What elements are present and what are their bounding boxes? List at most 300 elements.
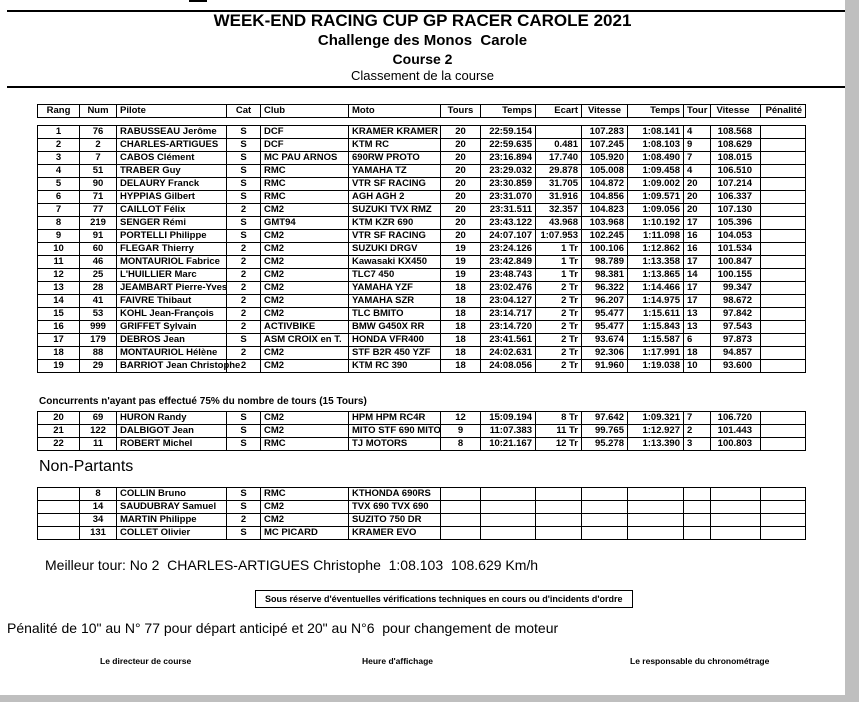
cell-ecart: 2 Tr xyxy=(536,282,582,295)
cell-cat: S xyxy=(227,152,261,165)
cell-club: CM2 xyxy=(261,204,349,217)
cell-pilote: DALBIGOT Jean xyxy=(117,425,227,438)
cell-cat: S xyxy=(227,527,261,540)
cell-club: DCF xyxy=(261,139,349,152)
cell-penalite xyxy=(761,488,806,501)
cell-pilote: DEBROS Jean xyxy=(117,334,227,347)
cell-temps: 23:41.561 xyxy=(481,334,536,347)
cell-vitesse-tour: 97.543 xyxy=(711,321,761,334)
cell-vitesse: 98.789 xyxy=(582,256,628,269)
cell-tours: 19 xyxy=(441,256,481,269)
cell-pilote: COLLIN Bruno xyxy=(117,488,227,501)
cell-temps xyxy=(481,501,536,514)
cell-club: RMC xyxy=(261,438,349,451)
cell-pilote: BARRIOT Jean Christophe xyxy=(117,360,227,373)
cell-tours: 20 xyxy=(441,230,481,243)
cell-club: CM2 xyxy=(261,269,349,282)
cell-club: CM2 xyxy=(261,425,349,438)
cell-temps-tour: 1:15.587 xyxy=(628,334,684,347)
cell-tour: 20 xyxy=(684,191,711,204)
cell-temps-tour: 1:13.865 xyxy=(628,269,684,282)
cell-club: RMC xyxy=(261,178,349,191)
cell-pilote: PORTELLI Philippe xyxy=(117,230,227,243)
cell-penalite xyxy=(761,295,806,308)
cell-moto: TJ MOTORS xyxy=(349,438,441,451)
table-row xyxy=(38,204,806,217)
cell-cat: 2 xyxy=(227,514,261,527)
cell-rang xyxy=(38,527,80,540)
cell-pilote: SAUDUBRAY Samuel xyxy=(117,501,227,514)
cell-vitesse-tour: 108.015 xyxy=(711,152,761,165)
cell-temps-tour: 1:12.927 xyxy=(628,425,684,438)
non-partants-table xyxy=(37,487,806,540)
cell-cat: S xyxy=(227,334,261,347)
cell-club: CM2 xyxy=(261,256,349,269)
table-row xyxy=(38,282,806,295)
cell-ecart: 0.481 xyxy=(536,139,582,152)
cell-tours: 20 xyxy=(441,217,481,230)
cell-pilote: HYPPIAS Gilbert xyxy=(117,191,227,204)
cell-ecart: 29.878 xyxy=(536,165,582,178)
cell-pilote: MONTAURIOL Fabrice xyxy=(117,256,227,269)
cell-num: 122 xyxy=(80,425,117,438)
cell-tours: 20 xyxy=(441,178,481,191)
cell-pilote: ROBERT Michel xyxy=(117,438,227,451)
cell-tours: 18 xyxy=(441,334,481,347)
cell-vitesse-tour: 93.600 xyxy=(711,360,761,373)
cell-temps-tour: 1:14.975 xyxy=(628,295,684,308)
cell-temps-tour: 1:08.490 xyxy=(628,152,684,165)
cell-temps-tour: 1:09.002 xyxy=(628,178,684,191)
cell-rang: 1 xyxy=(38,126,80,139)
cell-ecart: 2 Tr xyxy=(536,295,582,308)
cell-num: 51 xyxy=(80,165,117,178)
cell-tour: 17 xyxy=(684,295,711,308)
cell-num: 34 xyxy=(80,514,117,527)
cell-club: CM2 xyxy=(261,347,349,360)
cell-ecart: 32.357 xyxy=(536,204,582,217)
cell-club: ASM CROIX en T. xyxy=(261,334,349,347)
cell-club: MC PAU ARNOS xyxy=(261,152,349,165)
cell-temps-tour: 1:11.098 xyxy=(628,230,684,243)
cell-vitesse: 103.968 xyxy=(582,217,628,230)
cell-vitesse: 104.872 xyxy=(582,178,628,191)
table-row xyxy=(38,308,806,321)
cell-club: CM2 xyxy=(261,514,349,527)
cell-temps xyxy=(481,514,536,527)
cell-vitesse-tour: 108.629 xyxy=(711,139,761,152)
cell-cat: 2 xyxy=(227,243,261,256)
cell-temps-tour: 1:12.862 xyxy=(628,243,684,256)
cell-vitesse-tour: 107.214 xyxy=(711,178,761,191)
non-partants-heading: Non-Partants xyxy=(39,458,134,475)
cell-moto: YAMAHA YZF xyxy=(349,282,441,295)
cell-temps-tour: 1:09.571 xyxy=(628,191,684,204)
table-row xyxy=(38,269,806,282)
cell-tour: 16 xyxy=(684,243,711,256)
cell-ecart: 2 Tr xyxy=(536,360,582,373)
cell-moto: KTM KZR 690 xyxy=(349,217,441,230)
cell-vitesse-tour xyxy=(711,488,761,501)
cell-vitesse-tour: 106.720 xyxy=(711,412,761,425)
cell-rang: 21 xyxy=(38,425,80,438)
cell-vitesse: 100.106 xyxy=(582,243,628,256)
verification-notice: Sous réserve d'éventuelles vérifications techniques en cours ou d'incidents d'ordre xyxy=(255,590,633,608)
cell-moto: TVX 690 TVX 690 xyxy=(349,501,441,514)
best-lap-line: Meilleur tour: No 2 CHARLES-ARTIGUES Christophe 1:08.103 108.629 Km/h xyxy=(45,557,539,573)
cell-pilote: KOHL Jean-François xyxy=(117,308,227,321)
cell-moto: YAMAHA SZR xyxy=(349,295,441,308)
table-row xyxy=(38,191,806,204)
column-header-tour: Tour xyxy=(684,105,711,118)
table-row xyxy=(38,256,806,269)
table-row xyxy=(38,412,806,425)
cell-vitesse-tour: 100.847 xyxy=(711,256,761,269)
cell-temps: 23:30.859 xyxy=(481,178,536,191)
cell-num: 91 xyxy=(80,230,117,243)
cell-rang: 22 xyxy=(38,438,80,451)
cell-vitesse: 107.283 xyxy=(582,126,628,139)
cell-vitesse-tour: 106.510 xyxy=(711,165,761,178)
cell-rang: 12 xyxy=(38,269,80,282)
cell-ecart: 2 Tr xyxy=(536,334,582,347)
cell-temps: 23:16.894 xyxy=(481,152,536,165)
cell-vitesse-tour xyxy=(711,527,761,540)
cell-penalite xyxy=(761,191,806,204)
cell-vitesse-tour: 104.053 xyxy=(711,230,761,243)
cell-temps: 23:24.126 xyxy=(481,243,536,256)
column-header-temps: Temps xyxy=(481,105,536,118)
table-row xyxy=(38,360,806,373)
cell-moto: KTM RC xyxy=(349,139,441,152)
cell-vitesse-tour: 98.672 xyxy=(711,295,761,308)
cell-temps-tour xyxy=(628,501,684,514)
cell-num: 77 xyxy=(80,204,117,217)
cell-ecart xyxy=(536,501,582,514)
cell-club: CM2 xyxy=(261,295,349,308)
table-row xyxy=(38,243,806,256)
cell-temps: 22:59.635 xyxy=(481,139,536,152)
cell-tours: 20 xyxy=(441,165,481,178)
cell-moto: SUZUKI DRGV xyxy=(349,243,441,256)
cell-temps-tour: 1:09.458 xyxy=(628,165,684,178)
table-row xyxy=(38,425,806,438)
cell-vitesse: 95.477 xyxy=(582,321,628,334)
cell-tours: 8 xyxy=(441,438,481,451)
cell-cat: S xyxy=(227,178,261,191)
signature-display-time: Heure d'affichage xyxy=(362,656,433,666)
cell-num: 131 xyxy=(80,527,117,540)
cell-num: 29 xyxy=(80,360,117,373)
cell-pilote: FLEGAR Thierry xyxy=(117,243,227,256)
cell-pilote: CABOS Clément xyxy=(117,152,227,165)
cell-vitesse xyxy=(582,488,628,501)
cell-cat: 2 xyxy=(227,347,261,360)
cell-num: 41 xyxy=(80,295,117,308)
cell-temps: 24:08.056 xyxy=(481,360,536,373)
cell-rang: 11 xyxy=(38,256,80,269)
cell-vitesse: 92.306 xyxy=(582,347,628,360)
cell-pilote: COLLET Olivier xyxy=(117,527,227,540)
cell-vitesse-tour xyxy=(711,514,761,527)
cell-cat: S xyxy=(227,191,261,204)
cell-rang: 7 xyxy=(38,204,80,217)
cell-tour: 9 xyxy=(684,139,711,152)
cell-cat: S xyxy=(227,438,261,451)
cell-moto: VTR SF RACING xyxy=(349,178,441,191)
signature-timekeeper: Le responsable du chronométrage xyxy=(630,656,770,666)
cell-vitesse-tour: 99.347 xyxy=(711,282,761,295)
cell-vitesse-tour: 100.803 xyxy=(711,438,761,451)
cell-penalite xyxy=(761,321,806,334)
cell-club: MC PICARD xyxy=(261,527,349,540)
cell-pilote: L'HUILLIER Marc xyxy=(117,269,227,282)
table-row xyxy=(38,295,806,308)
cell-rang: 9 xyxy=(38,230,80,243)
cell-tour xyxy=(684,527,711,540)
cell-tours xyxy=(441,514,481,527)
cell-pilote: MONTAURIOL Hélène xyxy=(117,347,227,360)
cell-tour: 18 xyxy=(684,347,711,360)
cell-temps: 23:42.849 xyxy=(481,256,536,269)
cell-temps: 11:07.383 xyxy=(481,425,536,438)
cell-rang: 4 xyxy=(38,165,80,178)
cell-tours: 19 xyxy=(441,269,481,282)
cell-tour: 13 xyxy=(684,321,711,334)
table-row xyxy=(38,347,806,360)
cell-ecart: 17.740 xyxy=(536,152,582,165)
cell-moto: TLC7 450 xyxy=(349,269,441,282)
cell-ecart: 12 Tr xyxy=(536,438,582,451)
title-block xyxy=(0,11,845,84)
cell-club: CM2 xyxy=(261,308,349,321)
cell-temps-tour: 1:09.321 xyxy=(628,412,684,425)
cell-temps-tour: 1:13.358 xyxy=(628,256,684,269)
cell-tours: 9 xyxy=(441,425,481,438)
cell-tours: 18 xyxy=(441,308,481,321)
cell-ecart xyxy=(536,514,582,527)
table-row xyxy=(38,488,806,501)
cell-rang: 19 xyxy=(38,360,80,373)
cell-vitesse: 107.245 xyxy=(582,139,628,152)
cell-vitesse: 95.278 xyxy=(582,438,628,451)
cell-cat: 2 xyxy=(227,256,261,269)
cell-penalite xyxy=(761,347,806,360)
header-row xyxy=(38,105,806,118)
cell-cat: S xyxy=(227,126,261,139)
cell-temps-tour: 1:09.056 xyxy=(628,204,684,217)
column-header-penalite: Pénalité xyxy=(761,105,806,118)
cell-cat: S xyxy=(227,230,261,243)
table-row xyxy=(38,321,806,334)
cell-temps xyxy=(481,527,536,540)
cell-tour: 14 xyxy=(684,269,711,282)
cell-vitesse-tour: 105.396 xyxy=(711,217,761,230)
column-header-vitesse: Vitesse xyxy=(582,105,628,118)
cell-pilote: CAILLOT Félix xyxy=(117,204,227,217)
not-classified-table xyxy=(37,411,806,451)
cell-pilote: DELAURY Franck xyxy=(117,178,227,191)
cell-temps: 22:59.154 xyxy=(481,126,536,139)
classification-subtitle: Classement de la course xyxy=(350,68,495,83)
cell-pilote: CHARLES-ARTIGUES xyxy=(117,139,227,152)
cell-cat: S xyxy=(227,217,261,230)
cell-penalite xyxy=(761,152,806,165)
cell-vitesse-tour xyxy=(711,501,761,514)
cell-vitesse-tour: 101.534 xyxy=(711,243,761,256)
cell-tour: 7 xyxy=(684,412,711,425)
cell-temps-tour: 1:10.192 xyxy=(628,217,684,230)
cell-moto: YAMAHA TZ xyxy=(349,165,441,178)
cell-rang: 6 xyxy=(38,191,80,204)
cell-num: 69 xyxy=(80,412,117,425)
cell-tour: 3 xyxy=(684,438,711,451)
cell-temps: 23:02.476 xyxy=(481,282,536,295)
cell-temps-tour: 1:17.991 xyxy=(628,347,684,360)
cell-num: 76 xyxy=(80,126,117,139)
cell-cat: 2 xyxy=(227,308,261,321)
cell-moto: BMW G450X RR xyxy=(349,321,441,334)
cell-club: RMC xyxy=(261,488,349,501)
cell-tour: 20 xyxy=(684,178,711,191)
cell-moto: SUZITO 750 DR xyxy=(349,514,441,527)
cell-tours: 19 xyxy=(441,243,481,256)
column-header-tours: Tours xyxy=(441,105,481,118)
column-header-vitesse-tour: Vitesse xyxy=(711,105,761,118)
cell-penalite xyxy=(761,438,806,451)
cell-club: GMT94 xyxy=(261,217,349,230)
cell-penalite xyxy=(761,308,806,321)
cell-pilote: SENGER Rémi xyxy=(117,217,227,230)
cell-moto: KTM RC 390 xyxy=(349,360,441,373)
cell-num: 999 xyxy=(80,321,117,334)
results-column-header xyxy=(37,104,806,118)
cell-ecart: 11 Tr xyxy=(536,425,582,438)
cell-num: 88 xyxy=(80,347,117,360)
cell-cat: 2 xyxy=(227,282,261,295)
cell-penalite xyxy=(761,282,806,295)
cell-penalite xyxy=(761,269,806,282)
cell-ecart: 1 Tr xyxy=(536,256,582,269)
cell-penalite xyxy=(761,204,806,217)
cell-pilote: GRIFFET Sylvain xyxy=(117,321,227,334)
cell-ecart xyxy=(536,126,582,139)
cell-cat: S xyxy=(227,165,261,178)
cell-ecart xyxy=(536,488,582,501)
cell-temps: 23:31.070 xyxy=(481,191,536,204)
cell-moto: KRAMER KRAMER xyxy=(349,126,441,139)
cell-ecart: 31.916 xyxy=(536,191,582,204)
signature-director: Le directeur de course xyxy=(100,656,192,666)
cell-rang: 5 xyxy=(38,178,80,191)
page-mark xyxy=(189,0,207,2)
cell-temps-tour xyxy=(628,514,684,527)
cell-vitesse: 96.322 xyxy=(582,282,628,295)
cell-num: 60 xyxy=(80,243,117,256)
cell-ecart xyxy=(536,527,582,540)
cell-club: CM2 xyxy=(261,501,349,514)
cell-vitesse-tour: 97.873 xyxy=(711,334,761,347)
cell-moto: AGH AGH 2 xyxy=(349,191,441,204)
cell-num: 179 xyxy=(80,334,117,347)
header-divider xyxy=(7,86,845,88)
cell-moto: 690RW PROTO xyxy=(349,152,441,165)
cell-penalite xyxy=(761,425,806,438)
table-row xyxy=(38,527,806,540)
table-row xyxy=(38,230,806,243)
cell-ecart: 1 Tr xyxy=(536,269,582,282)
cell-ecart: 2 Tr xyxy=(536,347,582,360)
cell-cat: 2 xyxy=(227,321,261,334)
cell-tour: 7 xyxy=(684,152,711,165)
cell-temps-tour: 1:08.141 xyxy=(628,126,684,139)
column-header-moto: Moto xyxy=(349,105,441,118)
cell-rang: 17 xyxy=(38,334,80,347)
cell-moto: HONDA VFR400 xyxy=(349,334,441,347)
cell-vitesse-tour: 101.443 xyxy=(711,425,761,438)
cell-vitesse xyxy=(582,514,628,527)
cell-temps: 23:14.717 xyxy=(481,308,536,321)
cell-ecart: 1:07.953 xyxy=(536,230,582,243)
cell-vitesse-tour: 108.568 xyxy=(711,126,761,139)
cell-penalite xyxy=(761,126,806,139)
cell-moto: MITO STF 690 MITO xyxy=(349,425,441,438)
cell-vitesse: 105.920 xyxy=(582,152,628,165)
table-row xyxy=(38,217,806,230)
cell-vitesse: 105.008 xyxy=(582,165,628,178)
cell-moto: KRAMER EVO xyxy=(349,527,441,540)
cell-rang: 13 xyxy=(38,282,80,295)
cell-moto: SUZUKI TVX RMZ xyxy=(349,204,441,217)
table-row xyxy=(38,334,806,347)
cell-num: 219 xyxy=(80,217,117,230)
cell-vitesse: 98.381 xyxy=(582,269,628,282)
cell-ecart: 8 Tr xyxy=(536,412,582,425)
cell-tours: 20 xyxy=(441,126,481,139)
cell-pilote: HURON Randy xyxy=(117,412,227,425)
cell-penalite xyxy=(761,514,806,527)
event-title: WEEK-END RACING CUP GP RACER CAROLE 2021 xyxy=(213,11,632,30)
cell-temps-tour: 1:13.390 xyxy=(628,438,684,451)
cell-temps: 15:09.194 xyxy=(481,412,536,425)
cell-rang: 14 xyxy=(38,295,80,308)
cell-club: CM2 xyxy=(261,412,349,425)
cell-pilote: RABUSSEAU Jerôme xyxy=(117,126,227,139)
cell-penalite xyxy=(761,139,806,152)
cell-tour: 17 xyxy=(684,256,711,269)
cell-cat: 2 xyxy=(227,295,261,308)
cell-vitesse-tour: 97.842 xyxy=(711,308,761,321)
cell-penalite xyxy=(761,178,806,191)
cell-num: 53 xyxy=(80,308,117,321)
cell-penalite xyxy=(761,243,806,256)
cell-rang: 2 xyxy=(38,139,80,152)
cell-tour: 6 xyxy=(684,334,711,347)
cell-tours: 18 xyxy=(441,321,481,334)
cell-rang xyxy=(38,514,80,527)
cell-tours: 18 xyxy=(441,360,481,373)
column-header-cat: Cat xyxy=(227,105,261,118)
table-row xyxy=(38,178,806,191)
cell-num: 46 xyxy=(80,256,117,269)
cell-temps-tour: 1:15.611 xyxy=(628,308,684,321)
cell-tour: 4 xyxy=(684,165,711,178)
cell-club: CM2 xyxy=(261,282,349,295)
cell-penalite xyxy=(761,165,806,178)
cell-vitesse-tour: 100.155 xyxy=(711,269,761,282)
cell-pilote: FAIVRE Thibaut xyxy=(117,295,227,308)
cell-cat: S xyxy=(227,501,261,514)
